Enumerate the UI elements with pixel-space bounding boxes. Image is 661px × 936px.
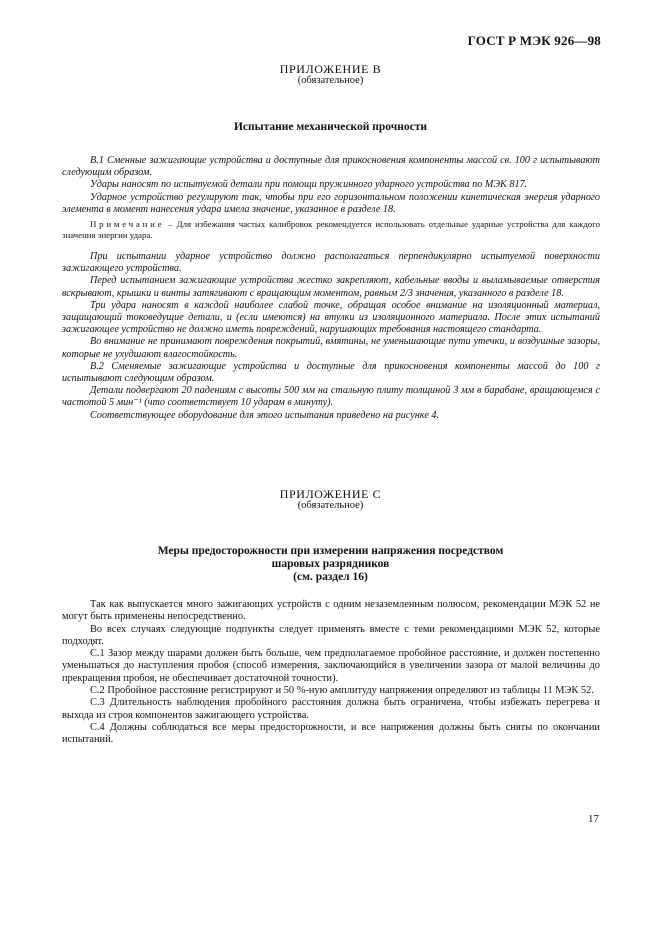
appendix-c-heading-line-1: Меры предосторожности при измерении напряжения посредством [157,545,504,557]
paragraph-c4: С.4 Должны соблюдаться все меры предосторожности, и все напряжения должны быть сняты по окончании испытаний. [62,721,600,746]
paragraph-b2: В.2 Сменяемые зажигающие устройства и доступные для прикосновения компоненты массой до 100 г испытывают следующим образом. [62,360,600,385]
paragraph-c-all-cases: Во всех случаях следующие подпункты следует применять вместе с теми рекомендациями МЭК 52, которые подходят. [62,623,600,647]
appendix-c-title: ПРИЛОЖЕНИЕ С [279,487,382,501]
paragraph-b2-equipment: Соответствующее оборудование для этого испытания приведено на рисунке 4. [90,409,440,421]
appendix-c-heading-line-2: шаровых разрядников [271,558,390,570]
paragraph-b1-three-blows: Три удара наносят в каждой наиболее слабой точке, обращая особое внимание на изоляционный материал, защищающий токоведущие детали, и (если имеются) на втулки из изоляционного материала. После этих испытаний зажигающее устройство не должно иметь повреждений, нарушающих требования настоящего стандарта. [62,299,600,336]
note-text: – Для избежания частых калибровок рекомендуется использовать отдельные ударные устройства для каждого значения энергии удара. [62,219,600,240]
paragraph-b1-perpendicular: При испытании ударное устройство должно располагаться перпендикулярно испытуемой поверхности зажигающего устройства. [62,251,600,275]
paragraph-b1-mounting: Перед испытанием зажигающие устройства жестко закрепляют, кабельные вводы и выламываемые отверстия вскрывают, крышки и винты затягивают с вращающим моментом, равным 2/3 значения, указанного в разделе 18. [62,275,600,299]
paragraph-b2-drops: Детали подвергают 20 падениям с высоты 500 мм на стальную плиту толщиной 3 мм в барабане, вращающемся с частотой 5 мин⁻¹ (что соответствует 10 ударам в минуту). [62,385,600,409]
note [62,219,600,241]
appendix-b-title: ПРИЛОЖЕНИЕ В [279,62,382,76]
appendix-c-subtitle: (обязательное) [297,500,364,511]
paragraph-c1: С.1 Зазор между шарами должен быть больше, чем предполагаемое пробойное расстояние, и должен постепенно уменьшаться до наступления пробоя (способ измерения, заключающийся в увеличении зазора от малой величины до прекращения пробоя, не обеспечивает достаточной точности). [62,648,600,684]
appendix-c-heading [0,545,661,584]
appendix-b-text-1 [62,155,600,216]
appendix-b-heading: Испытание механической прочности [233,121,427,133]
standard-designation: ГОСТ Р МЭК 926—98 [467,33,601,48]
paragraph-b1: В.1 Сменные зажигающие устройства и доступные для прикосновения компоненты массой св. 100 г испытывают следующим образом. [62,155,600,179]
paragraph-b1-impacts: Удары наносят по испытуемой детали при помощи пружинного ударного устройства по МЭК 817. [90,179,528,191]
appendix-b-subtitle: (обязательное) [297,75,364,86]
appendix-c-heading-line-3: (см. раздел 16) [293,571,368,583]
page-number: 17 [588,813,599,825]
note-label: Примечание [90,219,165,229]
paragraph-b1-adjust: Ударное устройство регулируют так, чтобы при его горизонтальном положении кинетическая энергия ударного элемента в момент нанесения удара имела значение, указанное в разделе 18. [62,191,600,215]
paragraph-c2: С.2 Пробойное расстояние регистрируют и 50 %-ную амплитуду напряжения определяют из таблицы 11 МЭК 52. [90,685,594,697]
appendix-c-text [62,599,600,747]
paragraph-c3: С.3 Длительность наблюдения пробойного расстояния должна быть ограничена, чтобы избежать перегрева и выхода из строя компонентов зажигающего устройства. [62,697,600,721]
paragraph-b1-damage: Во внимание не принимают повреждения покрытий, вмятины, не уменьшающие пути утечки, и воздушные зазоры, которые не ухудшают влагостойкость. [62,336,600,360]
appendix-b-text-2 [62,251,600,422]
paragraph-c-intro: Так как выпускается много зажигающих устройств с одним незаземленным полюсом, рекомендации МЭК 52 не могут быть применены непосредственно. [62,599,600,623]
